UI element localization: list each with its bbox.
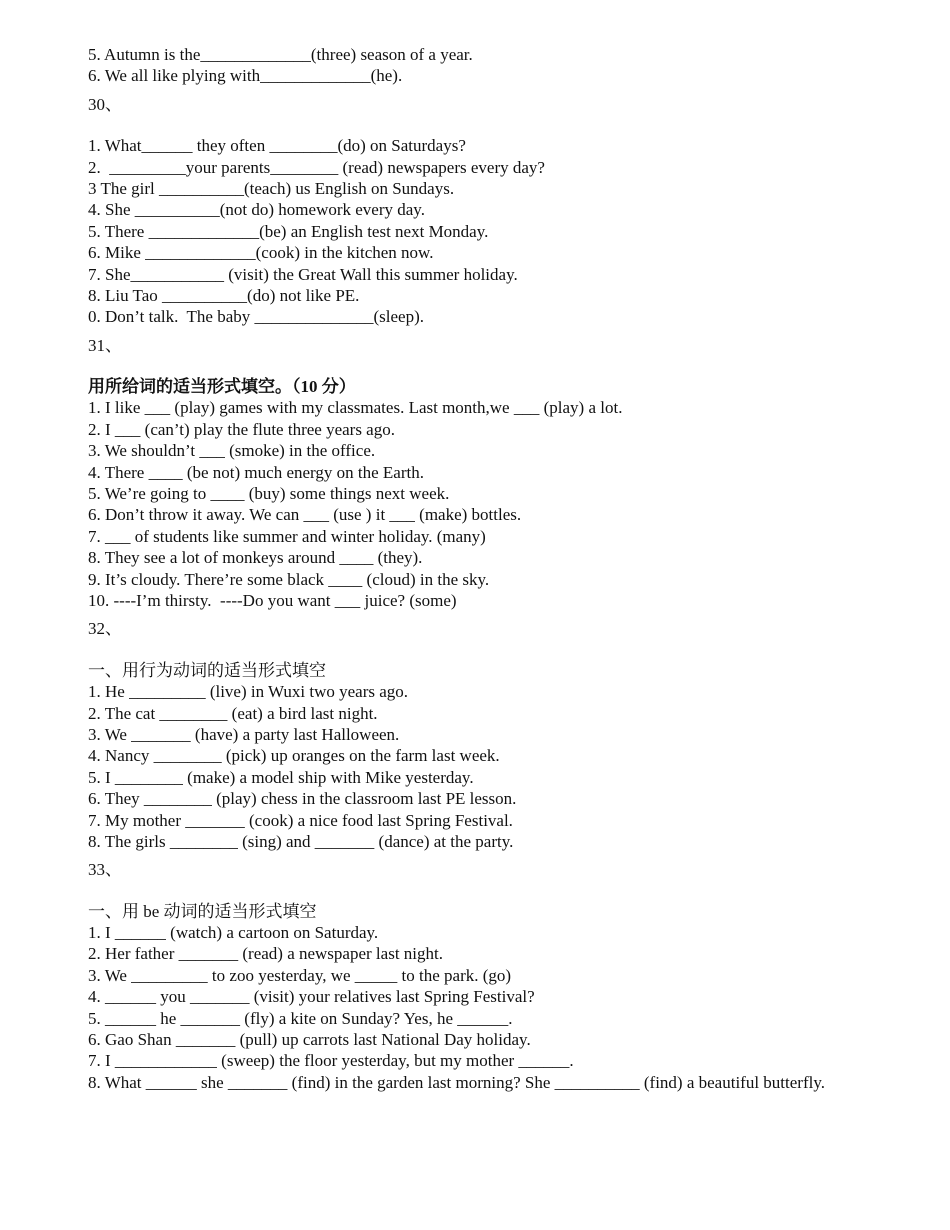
exercise-item: 5. I ________ (make) a model ship with Mike yesterday. [88, 767, 474, 787]
exercise-item: 2. I ___ (can’t) play the flute three years ago. [88, 419, 395, 439]
section-number: 30、 [88, 94, 122, 114]
exercise-item: 6. They ________ (play) chess in the classroom last PE lesson. [88, 789, 517, 809]
exercise-item: 7. She___________ (visit) the Great Wall this summer holiday. [88, 264, 518, 284]
section-number: 31、 [88, 335, 122, 355]
exercise-item: 1. I like ___ (play) games with my classmates. Last month,we ___ (play) a lot. [88, 398, 623, 418]
exercise-item: 8. Liu Tao __________(do) not like PE. [88, 285, 360, 305]
exercise-item: 8. They see a lot of monkeys around ____ (they). [88, 548, 423, 568]
exercise-item: 5. We’re going to ____ (buy) some things next week. [88, 484, 450, 504]
exercise-item: 8. What ______ she _______ (find) in the garden last morning? She __________ (find) a beautiful butterfly. [88, 1072, 825, 1092]
exercise-item: 6. Don’t throw it away. We can ___ (use ) it ___ (make) bottles. [88, 505, 522, 525]
exercise-item: 5. ______ he _______ (fly) a kite on Sunday? Yes, he ______. [88, 1008, 513, 1028]
exercise-item: 2. Her father _______ (read) a newspaper last night. [88, 944, 443, 964]
exercise-item: 1. What______ they often ________(do) on Saturdays? [88, 136, 466, 156]
exercise-item: 6. Gao Shan _______ (pull) up carrots last National Day holiday. [88, 1030, 531, 1050]
exercise-item: 4. Nancy ________ (pick) up oranges on the farm last week. [88, 746, 500, 766]
exercise-item: 5. Autumn is the_____________(three) season of a year. [88, 45, 473, 64]
exercise-item: 3. We shouldn’t ___ (smoke) in the office. [88, 441, 376, 461]
section-heading: 一、用 be 动词的适当形式填空 [88, 901, 317, 921]
worksheet-page [88, 44, 938, 1093]
section-number: 32、 [88, 619, 122, 639]
exercise-item: 7. ___ of students like summer and winter holiday. (many) [88, 526, 486, 546]
exercise-item: 6. We all like plying with_____________(he). [88, 66, 403, 86]
exercise-item: 5. There _____________(be) an English test next Monday. [88, 221, 489, 241]
exercise-item: 8. The girls ________ (sing) and _______ (dance) at the party. [88, 831, 514, 851]
exercise-item: 7. I ____________ (sweep) the floor yesterday, but my mother ______. [88, 1051, 574, 1071]
exercise-item: 1. I ______ (watch) a cartoon on Saturday. [88, 923, 379, 943]
exercise-item: 1. He _________ (live) in Wuxi two years ago. [88, 682, 409, 702]
section-heading: 用所给词的适当形式填空。（10 分） [88, 377, 356, 397]
section-heading: 一、用行为动词的适当形式填空 [88, 660, 326, 680]
exercise-item: 4. She __________(not do) homework every day. [88, 200, 425, 220]
exercise-item: 4. ______ you _______ (visit) your relatives last Spring Festival? [88, 987, 535, 1007]
exercise-item: 6. Mike _____________(cook) in the kitchen now. [88, 243, 434, 263]
exercise-item: 0. Don’t talk. The baby ______________(sleep). [88, 307, 425, 327]
exercise-item: 7. My mother _______ (cook) a nice food last Spring Festival. [88, 810, 513, 830]
exercise-item: 3 The girl __________(teach) us English on Sundays. [88, 178, 455, 198]
exercise-item: 2. The cat ________ (eat) a bird last night. [88, 703, 378, 723]
exercise-item: 9. It’s cloudy. There’re some black ____ (cloud) in the sky. [88, 569, 490, 589]
exercise-item: 10. ----I’m thirsty. ----Do you want ___ juice? (some) [88, 590, 457, 610]
section-number: 33、 [88, 860, 122, 880]
exercise-item: 4. There ____ (be not) much energy on the Earth. [88, 462, 424, 482]
exercise-item: 3. We _______ (have) a party last Halloween. [88, 724, 400, 744]
exercise-item: 3. We _________ to zoo yesterday, we _____ to the park. (go) [88, 965, 512, 985]
exercise-item: 2. _________your parents________ (read) newspapers every day? [88, 157, 545, 177]
